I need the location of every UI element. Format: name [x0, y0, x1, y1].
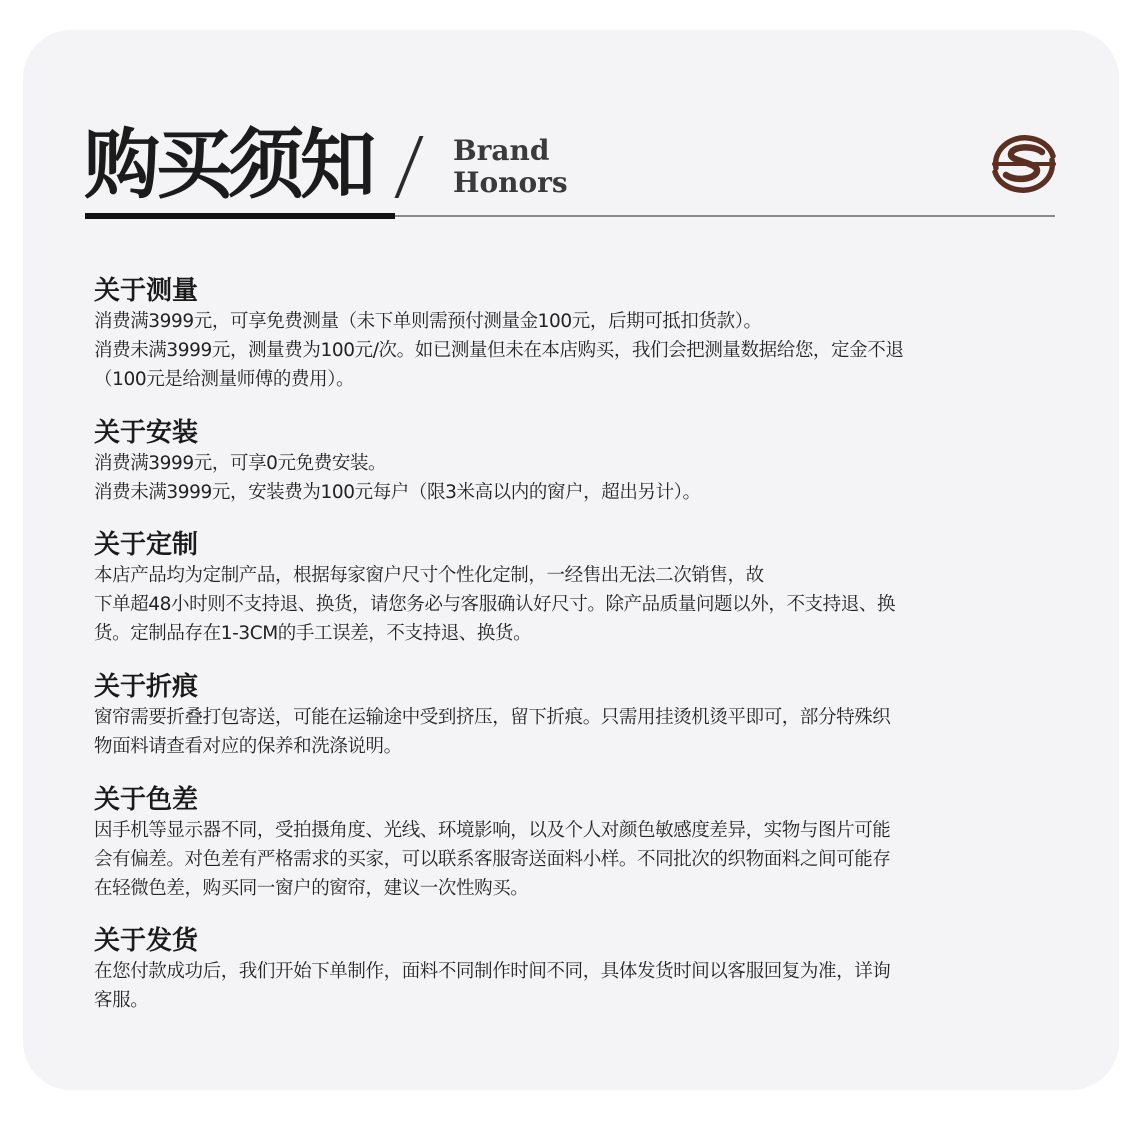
section-line: 货。定制品存在1-3CM的手工误差，不支持退、换货。: [94, 623, 532, 644]
section-heading: 关于发货: [94, 926, 199, 956]
section-line: 会有偏差。对色差有严格需求的买家，可以联系客服寄送面料小样。不同批次的织物面料之间可能存: [94, 849, 891, 870]
section-customization: [94, 529, 1044, 648]
section-shipping: [94, 925, 1044, 1015]
section-line: 窗帘需要折叠打包寄送，可能在运输途中受到挤压，留下折痕。只需用挂烫机烫平即可，部分特殊织: [94, 707, 891, 728]
section-line: 消费满3999元，可享免费测量（未下单则需预付测量金100元，后期可抵扣货款）。: [94, 311, 762, 332]
subtitle-line-1: Brand: [453, 134, 550, 167]
section-line: 消费未满3999元，测量费为100元/次。如已测量但未在本店购买，我们会把测量数据给您，定金不退: [94, 340, 904, 361]
section-heading: 关于测量: [94, 276, 199, 306]
section-line: 下单超48小时则不支持退、换货，请您务必与客服确认好尺寸。除产品质量问题以外，不支持退、换: [94, 594, 896, 615]
section-heading: 关于定制: [94, 530, 199, 560]
section-heading: 关于折痕: [94, 672, 199, 702]
page-subtitle: [453, 135, 568, 199]
section-line: （100元是给测量师傅的费用）。: [94, 369, 355, 390]
header-divider-accent: [85, 213, 395, 219]
section-heading: 关于色差: [94, 785, 199, 815]
section-line: 在您付款成功后，我们开始下单制作，面料不同制作时间不同，具体发货时间以客服回复为准，详询: [94, 961, 891, 982]
section-line: 本店产品均为定制产品，根据每家窗户尺寸个性化定制，一经售出无法二次销售，故: [94, 565, 764, 586]
section-line: 物面料请查看对应的保养和洗涤说明。: [94, 736, 402, 757]
section-line: 因手机等显示器不同，受拍摄角度、光线、环境影响，以及个人对颜色敏感度差异，实物与图片可能: [94, 820, 891, 841]
section-line: 消费未满3999元，安装费为100元每户（限3米高以内的窗户，超出另计）。: [94, 482, 701, 503]
section-line: 消费满3999元，可享0元免费安装。: [94, 453, 387, 474]
section-line: 客服。: [94, 990, 149, 1011]
section-color-difference: [94, 784, 1044, 903]
page-title: 购买须知: [84, 120, 372, 209]
section-line: 在轻微色差，购买同一窗户的窗帘，建议一次性购买。: [94, 878, 529, 899]
section-heading: 关于安装: [94, 418, 199, 448]
brand-s-logo-icon: [990, 132, 1058, 196]
section-creases: [94, 671, 1044, 761]
section-installation: [94, 417, 1044, 507]
subtitle-line-2: Honors: [453, 166, 568, 199]
section-measurement: [94, 275, 1044, 394]
